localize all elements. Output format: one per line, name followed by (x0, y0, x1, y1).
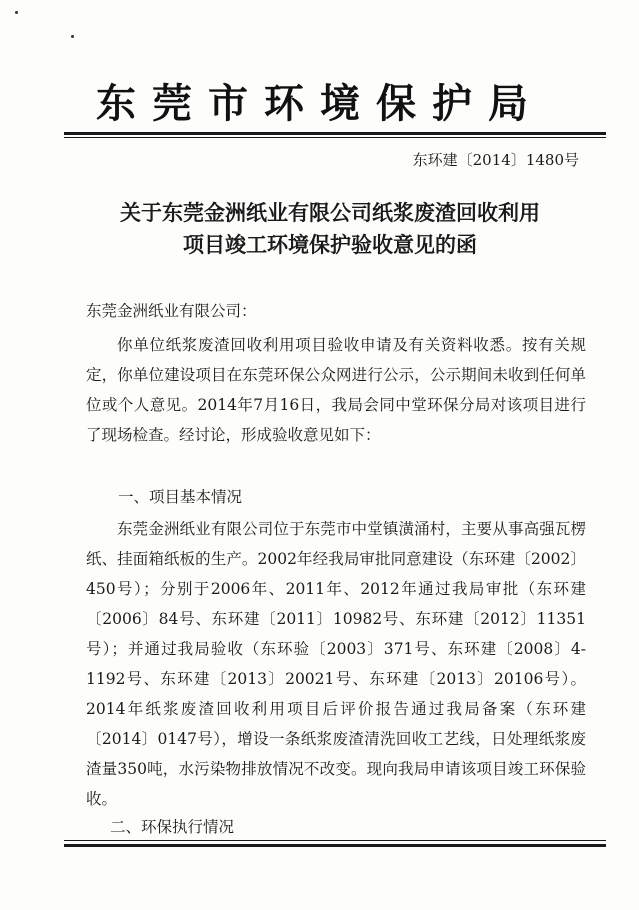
document-number: 东环建〔2014〕1480号 (412, 151, 579, 169)
footer-rule-thick (64, 844, 606, 847)
document-title-line-2: 项目竣工环境保护验收意见的函 (183, 232, 477, 257)
paragraph-intro: 你单位纸浆废渣回收利用项目验收申请及有关资料收悉。按有关规定，你单位建设项目在东莞环保公众网进行公示，公示期间未收到任何单位或个人意见。2014年7月16日，我局会同中堂环保分局对该项目进行了现场检查。经讨论，形成验收意见如下： (86, 336, 586, 444)
document-title-line-1: 关于东莞金洲纸业有限公司纸浆废渣回收利用 (120, 200, 540, 225)
agency-name: 东莞市环境保护局 (96, 80, 544, 127)
scan-speck (15, 11, 18, 14)
section-heading-2: 二、环保执行情况 (110, 818, 235, 836)
section-heading-1: 一、项目基本情况 (118, 488, 243, 506)
footer-rule-thin (64, 840, 606, 841)
scan-speck (71, 35, 74, 38)
letterhead-rule-thin (64, 137, 606, 138)
letterhead-rule-thick (64, 132, 606, 135)
paragraph-project-info: 东莞金洲纸业有限公司位于东莞市中堂镇潢涌村，主要从事高强瓦楞纸、挂面箱纸板的生产。2002年经我局审批同意建设（东环建〔2002〕450号）；分别于2006年、2011年、2012年通过我局审批（东环建〔2006〕84号、东环建〔2011〕10982号、东环建〔2012〕11351号）；并通过我局验收（东环验〔2003〕371号、东环建〔2008〕4-1192号、东环建〔2013〕20021号、东环建〔2013〕20106号）。2014年纸浆废渣回收利用项目后评价报告通过我局备案（东环建〔2014〕0147号），增设一条纸浆废渣清洗回收工艺线，日处理纸浆废渣量350吨，水污染物排放情况不改变。现向我局申请该项目竣工环保验收。 (86, 520, 586, 808)
recipient: 东莞金洲纸业有限公司： (86, 302, 257, 320)
